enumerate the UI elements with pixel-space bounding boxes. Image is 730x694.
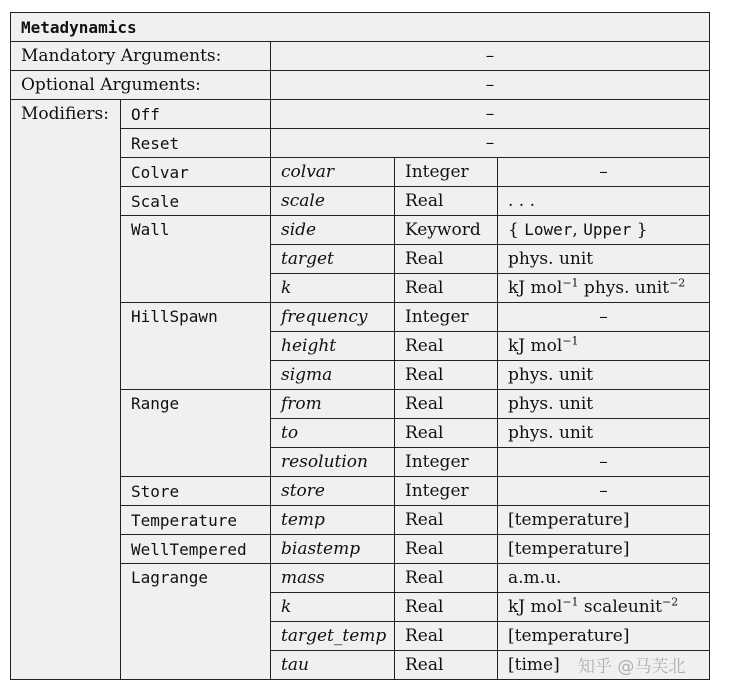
argument-name: sigma	[271, 361, 395, 390]
modifier-name: Temperature	[121, 506, 271, 535]
argument-name: k	[271, 274, 395, 303]
optional-value: –	[271, 71, 710, 100]
modifier-name: WellTempered	[121, 535, 271, 564]
argument-name: height	[271, 332, 395, 361]
argument-type: Real	[395, 332, 498, 361]
keyword-separator: ,	[572, 220, 578, 240]
argument-name: to	[271, 419, 395, 448]
unit-part: kJ mol	[508, 336, 563, 356]
unit-part: scaleunit	[578, 597, 662, 617]
argument-name: store	[271, 477, 395, 506]
modifier-name: Store	[121, 477, 271, 506]
argument-value	[498, 274, 710, 303]
argument-value: phys. unit	[498, 361, 710, 390]
argument-type: Real	[395, 361, 498, 390]
argument-value: phys. unit	[498, 245, 710, 274]
argument-type: Keyword	[395, 216, 498, 245]
argument-name: scale	[271, 187, 395, 216]
argument-value: [time]	[498, 651, 710, 680]
unit-part: phys. unit	[578, 278, 670, 298]
modifiers-label: Modifiers:	[11, 100, 121, 680]
modifier-value: –	[271, 100, 710, 129]
argument-value	[498, 332, 710, 361]
unit-exponent: −1	[562, 334, 579, 348]
optional-label: Optional Arguments:	[11, 71, 271, 100]
argument-value: –	[498, 303, 710, 332]
modifier-name: Range	[121, 390, 271, 477]
argument-type: Integer	[395, 158, 498, 187]
brace-close: }	[636, 220, 648, 240]
table-title: Metadynamics	[11, 13, 710, 42]
brace-open: {	[508, 220, 519, 240]
argument-name: tau	[271, 651, 395, 680]
argument-value	[498, 216, 710, 245]
argument-name: mass	[271, 564, 395, 593]
argument-name: target	[271, 245, 395, 274]
modifier-name: Wall	[121, 216, 271, 303]
optional-row	[11, 71, 710, 100]
modifier-name: Off	[121, 100, 271, 129]
modifier-name: Reset	[121, 129, 271, 158]
argument-value: [temperature]	[498, 506, 710, 535]
argument-value: phys. unit	[498, 419, 710, 448]
argument-value: phys. unit	[498, 390, 710, 419]
argument-value: –	[498, 477, 710, 506]
argument-value	[498, 593, 710, 622]
argument-value: . . .	[498, 187, 710, 216]
argument-type: Real	[395, 506, 498, 535]
argument-type: Real	[395, 622, 498, 651]
unit-exponent: −1	[562, 276, 579, 290]
argument-type: Real	[395, 187, 498, 216]
argument-name: biastemp	[271, 535, 395, 564]
argument-name: temp	[271, 506, 395, 535]
modifier-name: Colvar	[121, 158, 271, 187]
metadynamics-table	[10, 12, 710, 680]
argument-name: target_temp	[271, 622, 395, 651]
argument-name: k	[271, 593, 395, 622]
argument-type: Real	[395, 593, 498, 622]
argument-type: Integer	[395, 477, 498, 506]
keyword-upper: Upper	[583, 220, 632, 239]
mandatory-label: Mandatory Arguments:	[11, 42, 271, 71]
argument-type: Real	[395, 535, 498, 564]
argument-type: Real	[395, 651, 498, 680]
argument-value: –	[498, 158, 710, 187]
argument-name: frequency	[271, 303, 395, 332]
modifier-row-off	[11, 100, 710, 129]
argument-name: from	[271, 390, 395, 419]
mandatory-value: –	[271, 42, 710, 71]
modifier-name: HillSpawn	[121, 303, 271, 390]
modifier-name: Scale	[121, 187, 271, 216]
modifier-value: –	[271, 129, 710, 158]
argument-value: [temperature]	[498, 535, 710, 564]
mandatory-row	[11, 42, 710, 71]
argument-value: a.m.u.	[498, 564, 710, 593]
argument-name: colvar	[271, 158, 395, 187]
unit-exponent: −2	[669, 276, 686, 290]
argument-type: Integer	[395, 448, 498, 477]
unit-part: kJ mol	[508, 278, 563, 298]
unit-part: kJ mol	[508, 597, 563, 617]
keyword-lower: Lower	[524, 220, 573, 239]
argument-name: side	[271, 216, 395, 245]
unit-exponent: −1	[562, 595, 579, 609]
argument-type: Real	[395, 419, 498, 448]
header-row	[11, 13, 710, 42]
argument-value: –	[498, 448, 710, 477]
argument-type: Real	[395, 564, 498, 593]
argument-type: Integer	[395, 303, 498, 332]
modifier-name: Lagrange	[121, 564, 271, 680]
watermark-text: 知乎 @马芙北	[578, 657, 686, 677]
argument-value: [temperature]	[498, 622, 710, 651]
unit-exponent: −2	[661, 595, 679, 609]
argument-name: resolution	[271, 448, 395, 477]
argument-type: Real	[395, 274, 498, 303]
argument-type: Real	[395, 390, 498, 419]
argument-type: Real	[395, 245, 498, 274]
